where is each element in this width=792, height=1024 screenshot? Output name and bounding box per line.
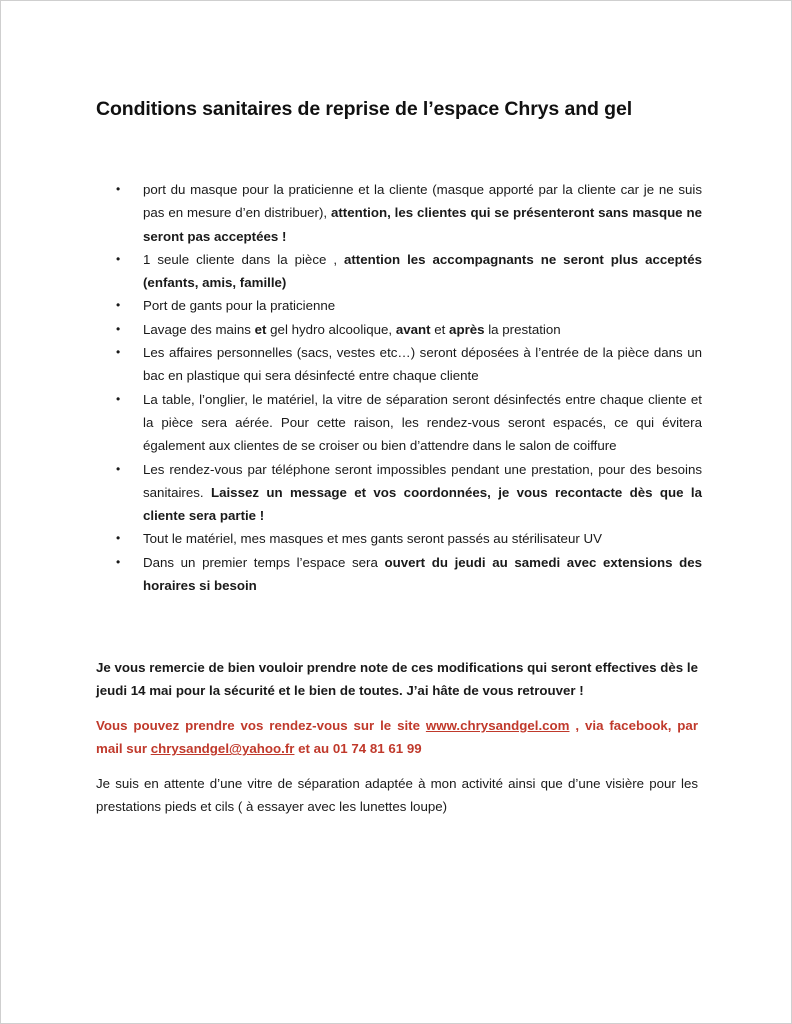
rule-text-bold: après bbox=[449, 321, 485, 337]
rule-item bbox=[112, 178, 702, 248]
bullet-icon: • bbox=[116, 461, 121, 476]
rule-text: Dans un premier temps l’espace sera bbox=[143, 554, 385, 570]
email-link[interactable]: chrysandgel@yahoo.fr bbox=[150, 741, 295, 757]
rule-text-bold: attention les accompagnants ne seront plus acceptés (enfants, amis, famille) bbox=[143, 251, 702, 291]
contact-mid-1: , via facebook, par mail sur bbox=[96, 718, 698, 757]
contact-paragraph bbox=[96, 714, 698, 761]
bullet-icon: • bbox=[116, 345, 121, 360]
bullet-icon: • bbox=[116, 531, 121, 546]
rule-text: Les rendez-vous par téléphone seront impossibles pendant une prestation, pour des besoins sanitaires. bbox=[143, 461, 702, 500]
rule-item bbox=[112, 388, 702, 458]
contact-intro: Vous pouvez prendre vos rendez-vous sur le site bbox=[96, 718, 426, 733]
rule-text-bold: avant bbox=[395, 321, 431, 337]
contact-mid-2: et au bbox=[294, 741, 333, 757]
rule-item bbox=[112, 458, 702, 528]
rule-text: 1 seule cliente dans la pièce , bbox=[143, 251, 344, 267]
rules-list bbox=[112, 178, 702, 597]
rule-item bbox=[112, 527, 702, 550]
rule-text-bold: et bbox=[254, 321, 267, 337]
rule-item bbox=[112, 318, 702, 341]
rule-text: port du masque pour la praticienne et la cliente (masque apporté par la cliente car je ne suis pas en mesure d’en distribuer), bbox=[143, 182, 702, 221]
bullet-icon: • bbox=[116, 251, 121, 266]
bullet-icon: • bbox=[116, 321, 121, 336]
rule-text-bold: attention, les clientes qui se présenteront sans masque ne seront pas acceptées ! bbox=[143, 205, 702, 244]
rule-item bbox=[112, 248, 702, 295]
rule-text: et bbox=[430, 321, 450, 337]
rule-text-bold: ouvert du jeudi au samedi avec extensions des horaires si besoin bbox=[143, 554, 702, 594]
rule-text: gel hydro alcoolique, bbox=[266, 321, 396, 337]
rule-item bbox=[112, 551, 702, 598]
rule-text: Les affaires personnelles (sacs, vestes etc…) seront déposées à l’entrée de la pièce dans un bac en plastique qui sera désinfecté entre chaque cliente bbox=[143, 345, 702, 384]
rule-text: la prestation bbox=[484, 321, 561, 337]
bullet-icon: • bbox=[116, 391, 121, 406]
bullet-icon: • bbox=[116, 182, 121, 196]
document-title: Conditions sanitaires de reprise de l’espace Chrys and gel bbox=[96, 98, 633, 121]
rule-text: Port de gants pour la praticienne bbox=[143, 298, 336, 314]
rule-text: Tout le matériel, mes masques et mes gants seront passés au stérilisateur UV bbox=[143, 531, 602, 547]
rule-item bbox=[112, 341, 702, 388]
rule-text: La table, l’onglier, le matériel, la vitre de séparation seront désinfectés entre chaque cliente et la pièce sera aérée. Pour cette raison, les rendez-vous seront espacés, ce qui évitera également aux clientes de se croiser ou bien d’attendre dans le salon de coiffure bbox=[143, 391, 702, 454]
bullet-icon: • bbox=[116, 298, 121, 313]
thanks-paragraph: Je vous remercie de bien vouloir prendre note de ces modifications qui seront effectives dès le jeudi 14 mai pour la sécurité et le bien de toutes. J’ai hâte de vous retrouver ! bbox=[96, 660, 698, 699]
website-link[interactable]: www.chrysandgel.com bbox=[425, 718, 570, 733]
phone-number: 01 74 81 61 99 bbox=[332, 741, 422, 757]
rule-text-bold: Laissez un message et vos coordonnées, je vous recontacte dès que la cliente sera partie ! bbox=[143, 484, 702, 524]
rule-item bbox=[112, 294, 702, 317]
bullet-icon: • bbox=[116, 554, 121, 569]
waiting-note-paragraph: Je suis en attente d’une vitre de séparation adaptée à mon activité ainsi que d’une visière pour les prestations pieds et cils ( à essayer avec les lunettes loupe) bbox=[96, 776, 698, 815]
rule-text: Lavage des mains bbox=[143, 321, 255, 337]
